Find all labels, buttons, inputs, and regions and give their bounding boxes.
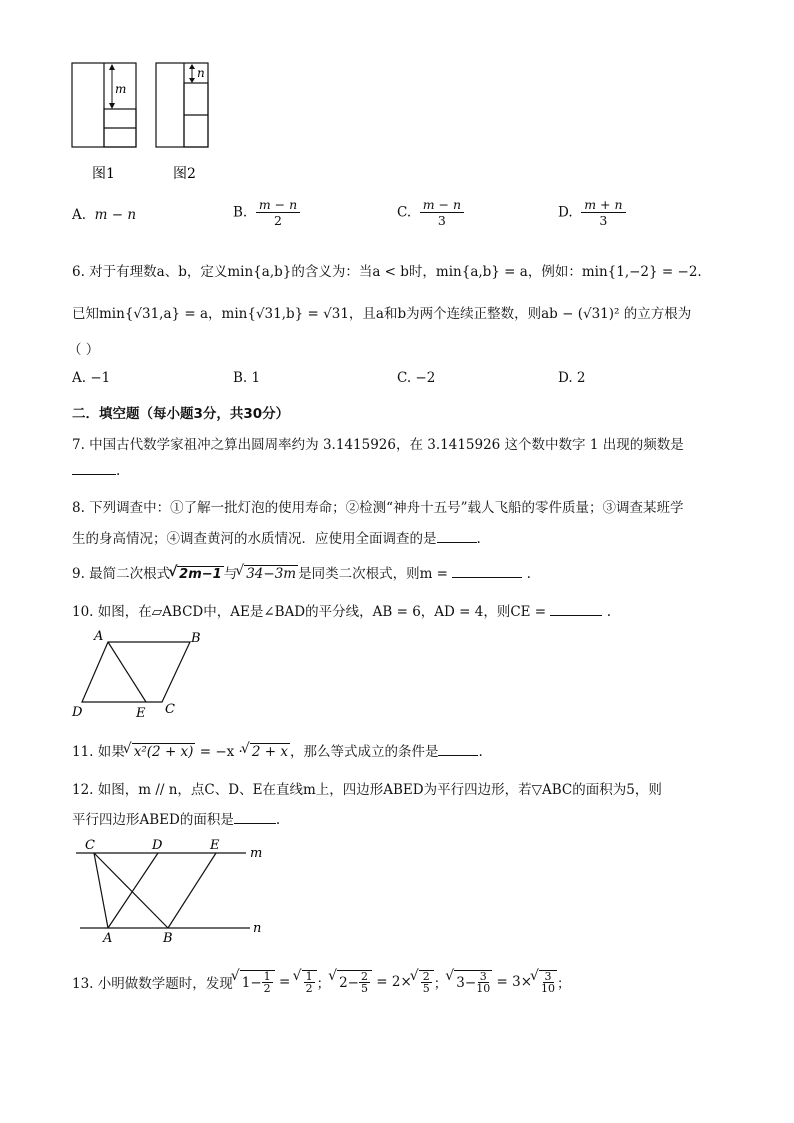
q7-line1: 7. 中国古代数学家祖冲之算出圆周率约为 3.1415926，在 3.1415926 这个数中数字 1 出现的频数是 — [72, 437, 684, 453]
q5-option-b: B. $\frac{m - n}{2}$ — [233, 198, 300, 227]
q5-option-d: D. $\frac{m + n}{3}$ — [558, 198, 626, 227]
q12-answer-blank[interactable] — [234, 823, 276, 824]
q6-line1: 6. 对于有理数a、b，定义min{a,b}的含义为：当a < b时，min{a,b} = a，例如：min{1,−2} = −2. — [72, 264, 702, 280]
q6-option-b: B. 1 — [233, 370, 261, 386]
figure-1-2 — [60, 55, 230, 190]
figure-parallelogram-abcd — [66, 626, 216, 722]
q5-option-a: A. m − n — [72, 207, 137, 223]
fig12-label-b: B — [163, 931, 173, 946]
fig1-m-label: m — [115, 82, 127, 96]
section-heading: 二．填空题（每小题3分，共30分） — [72, 406, 290, 422]
q12-line2: 平行四边形ABED的面积是 . — [72, 812, 281, 828]
q12-line1: 12. 如图，m // n，点C、D、E在直线m上，四边形ABED为平行四边形，若▽ABC的面积为5，则 — [72, 782, 662, 798]
q6-paren: （ ） — [68, 342, 100, 358]
q8-line2: 生的身高情况；④调查黄河的水质情况．应使用全面调查的是 . — [72, 531, 481, 547]
figure-parallel-lines-mn — [66, 834, 276, 946]
q10-answer-blank[interactable] — [550, 615, 602, 616]
fig1-caption: 图1 — [92, 166, 115, 182]
q11-answer-blank[interactable] — [438, 755, 478, 756]
fig10-label-a: A — [94, 629, 104, 644]
fig12-label-e: E — [210, 838, 220, 853]
fig12-label-c: C — [85, 838, 95, 853]
q8-line1: 8. 下列调查中：①了解一批灯泡的使用寿命；②检测“神舟十五号”载人飞船的零件质量；③调查某班学 — [72, 500, 684, 516]
fig10-label-b: B — [191, 631, 201, 646]
q8-answer-blank[interactable] — [437, 542, 477, 543]
q6-option-d: D. 2 — [558, 370, 586, 386]
q6-option-a: A. −1 — [72, 370, 111, 386]
q9: 9. 最简二次根式√ 2m−1 与√ 34−3m 是同类二次根式，则m = . — [72, 562, 531, 582]
q13: 13. 小明做数学题时，发现 √ 1 − $\frac{1}{2}$ = √ $\frac{1}{2}$ ； √ 2 − $\frac{2}{5}$ = 2 × √ $\frac{2}{5}$ ； √ 3 − $\frac{3}{10}$ = 3 × √ $\frac{3}{10}$ ； — [72, 970, 571, 994]
fig12-label-d: D — [152, 838, 163, 853]
q7-answer-blank[interactable] — [72, 474, 116, 475]
fig2-caption: 图2 — [173, 166, 196, 182]
fig10-label-d: D — [72, 705, 83, 720]
q5-option-c: C. $\frac{m - n}{3}$ — [397, 198, 464, 227]
q9-answer-blank[interactable] — [452, 577, 522, 578]
fig10-label-c: C — [165, 702, 175, 717]
fig10-label-e: E — [136, 706, 146, 721]
q11: 11. 如果√ x²(2 + x) = −x ·√ 2 + x ，那么等式成立的条件是 . — [72, 740, 483, 760]
fig12-label-n: n — [253, 921, 262, 936]
q7-line2: . — [72, 463, 120, 479]
q6-option-c: C. −2 — [397, 370, 436, 386]
q6-line2: 已知min{√31,a} = a，min{√31,b} = √31，且a和b为两个连续正整数，则ab − (√31)² 的立方根为 — [72, 306, 692, 322]
fig2-n-label: n — [197, 66, 205, 80]
q10: 10. 如图，在▱ABCD中，AE是∠BAD的平分线，AB = 6，AD = 4，则CE = . — [72, 604, 612, 620]
fig12-label-m: m — [250, 846, 263, 861]
fig12-label-a: A — [103, 931, 113, 946]
